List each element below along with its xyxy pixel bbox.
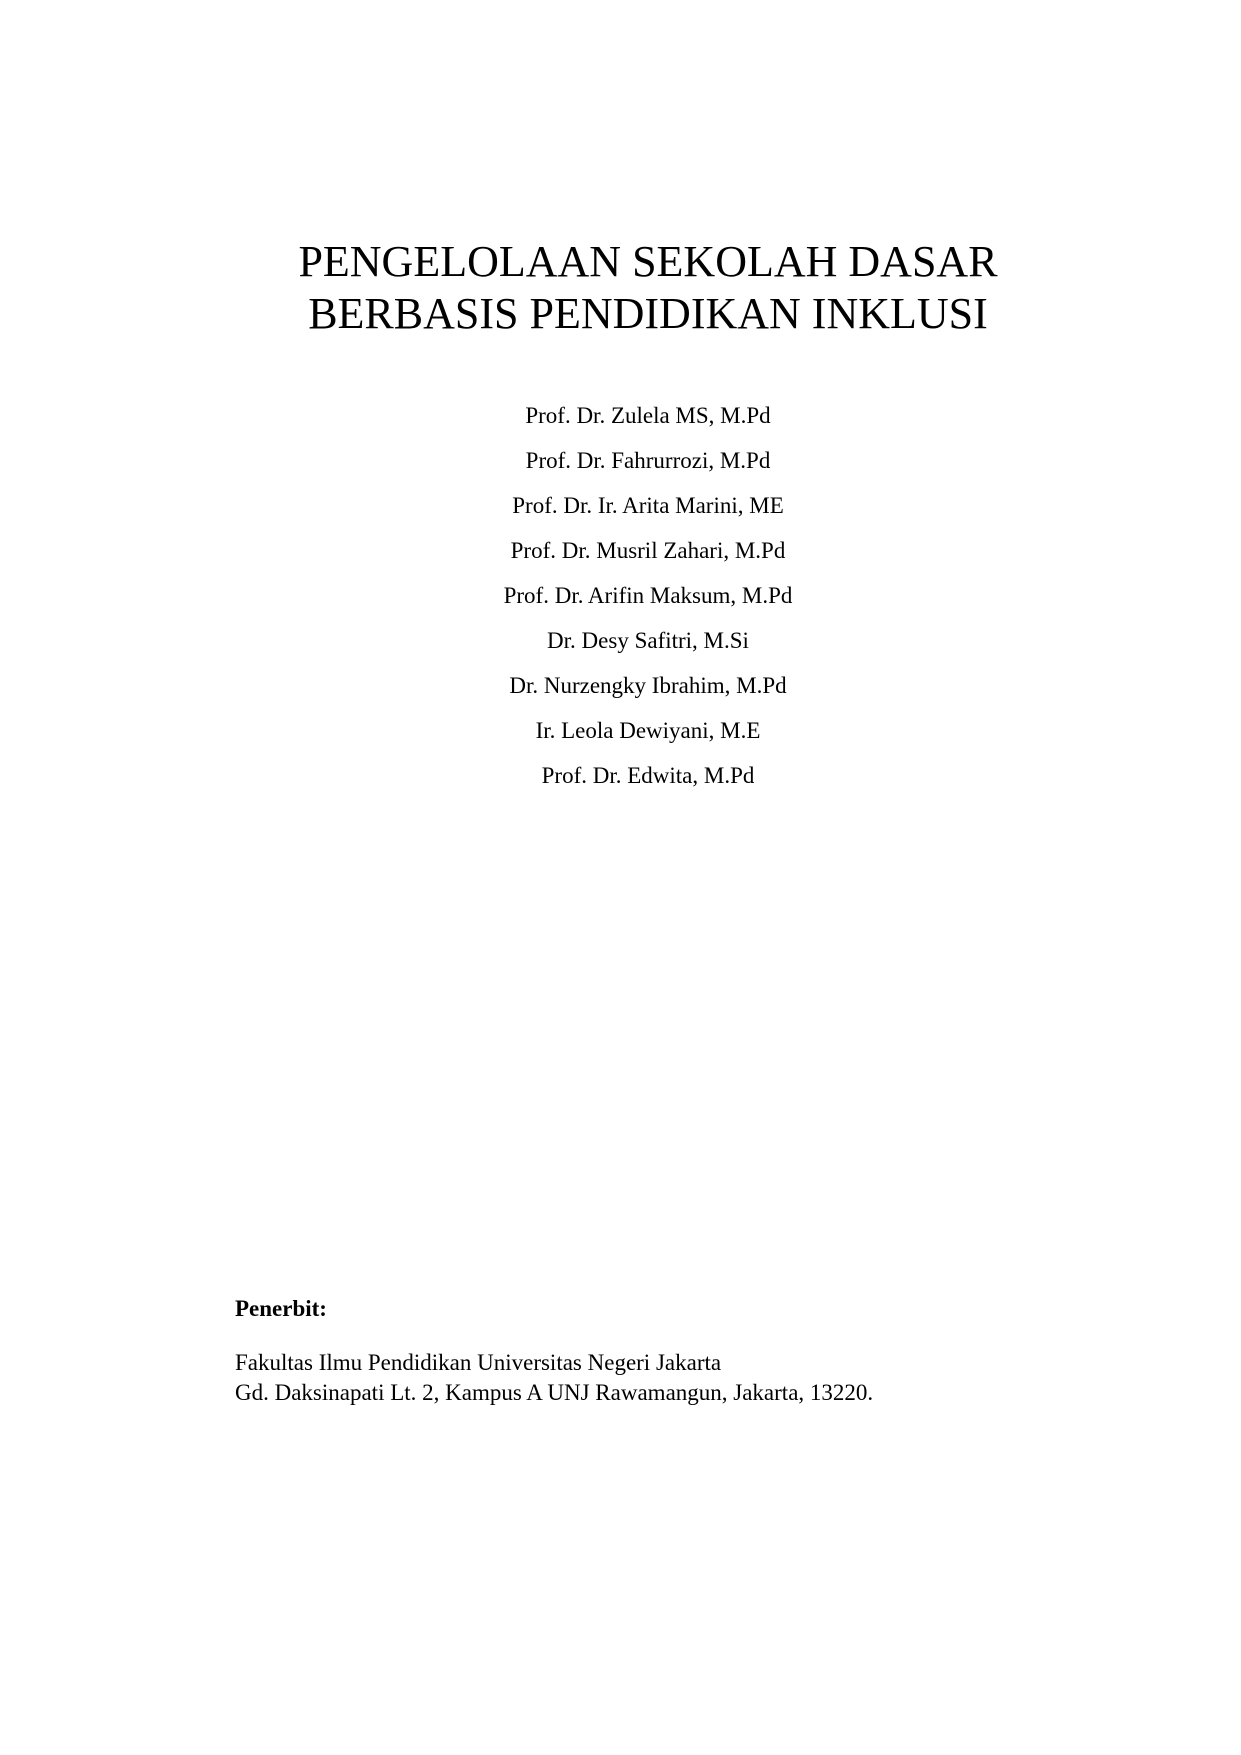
author-name: Prof. Dr. Ir. Arita Marini, ME [512, 493, 784, 518]
author-name: Prof. Dr. Fahrurrozi, M.Pd [525, 448, 771, 473]
publisher-block [235, 1294, 1135, 1408]
author-name: Dr. Nurzengky Ibrahim, M.Pd [509, 673, 787, 698]
book-title [0, 236, 1241, 340]
author-name: Prof. Dr. Musril Zahari, M.Pd [510, 538, 786, 563]
author-name: Prof. Dr. Zulela MS, M.Pd [525, 403, 771, 428]
title-line-1: PENGELOLAAN SEKOLAH DASAR [298, 237, 998, 286]
author-name: Prof. Dr. Arifin Maksum, M.Pd [503, 583, 793, 608]
author-name: Dr. Desy Safitri, M.Si [547, 628, 749, 653]
publisher-address: Gd. Daksinapati Lt. 2, Kampus A UNJ Rawamangun, Jakarta, 13220. [235, 1380, 874, 1405]
title-line-2: BERBASIS PENDIDIKAN INKLUSI [308, 289, 988, 338]
publisher-name: Fakultas Ilmu Pendidikan Universitas Negeri Jakarta [235, 1350, 722, 1375]
author-list [0, 393, 1241, 798]
author-name: Ir. Leola Dewiyani, M.E [535, 718, 761, 743]
author-name: Prof. Dr. Edwita, M.Pd [541, 763, 755, 788]
publisher-label: Penerbit: [235, 1296, 327, 1321]
